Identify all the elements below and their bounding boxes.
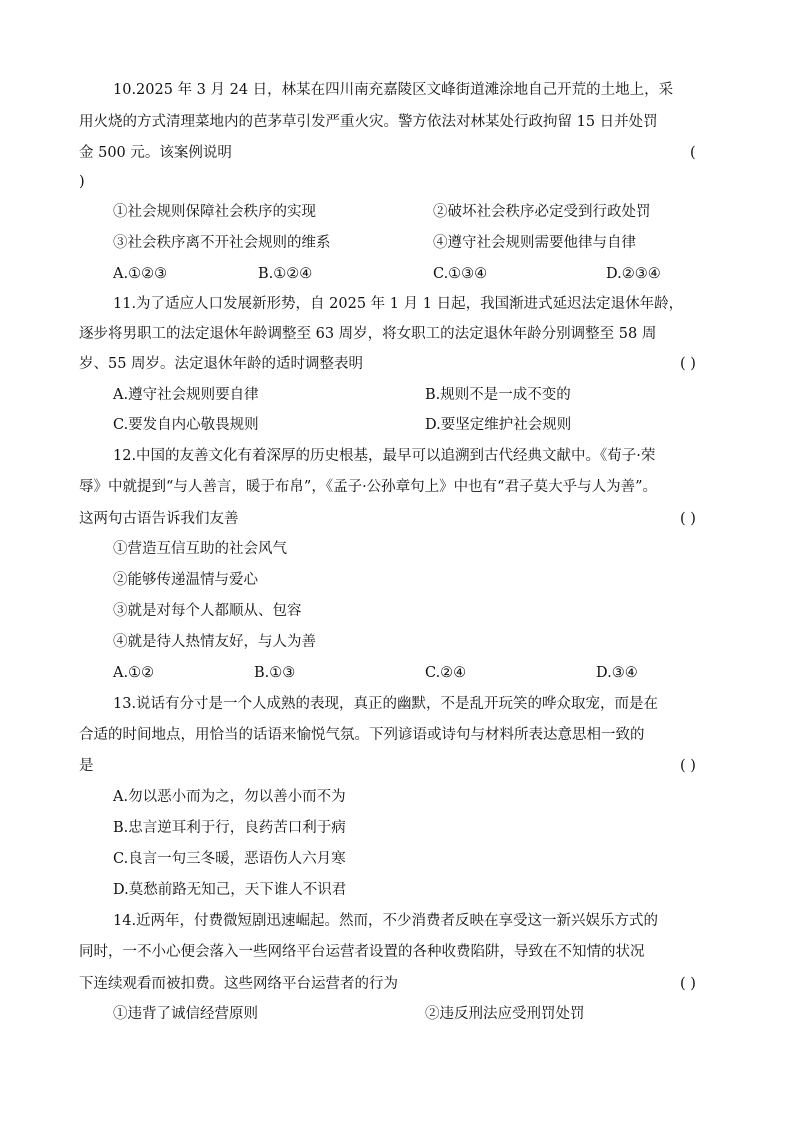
question-10-choice-a: A.①②③ — [113, 266, 168, 282]
question-13-line-1: 13.说话有分寸是一个人成熟的表现，真正的幽默，不是乱开玩笑的哗众取宠，而是在 — [113, 696, 659, 712]
question-11-choice-b: B.规则不是一成不变的 — [425, 387, 571, 403]
question-10-answer-bracket-close: ) — [79, 174, 85, 190]
question-11-choice-d: D.要坚定维护社会规则 — [425, 417, 572, 433]
question-12-choice-d: D.③④ — [596, 665, 638, 681]
question-12-line-3: 这两句古语告诉我们友善 — [79, 511, 239, 527]
question-13-choice-b: B.忠言逆耳利于行，良药苦口利于病 — [113, 820, 346, 836]
question-12-line-2: 辱》中就提到“与人善言，暖于布帛”，《孟子·公孙章句上》中也有“君子莫大乎与人为善”。 — [79, 479, 658, 495]
question-11-choice-c: C.要发自内心敬畏规则 — [113, 417, 259, 433]
question-10-choice-d: D.②③④ — [606, 266, 661, 282]
question-10-statement-1: ①社会规则保障社会秩序的实现 — [113, 204, 316, 220]
question-13-answer-bracket: ( ) — [680, 758, 696, 774]
question-10-choice-b: B.①②④ — [258, 266, 313, 282]
question-12-choice-b: B.①③ — [254, 665, 296, 681]
question-12-answer-bracket: ( ) — [680, 511, 696, 527]
question-11-choice-a: A.遵守社会规则要自律 — [113, 387, 259, 403]
question-12-statement-1: ①营造互信互助的社会风气 — [113, 541, 287, 557]
question-11-line-2: 逐步将男职工的法定退休年龄调整至 63 周岁，将女职工的法定退休年龄分别调整至 58 周 — [79, 326, 657, 342]
question-12-statement-4: ④就是待人热情友好，与人为善 — [113, 634, 316, 650]
question-10-line-2: 用火烧的方式清理菜地内的芭茅草引发严重火灾。警方依法对林某处行政拘留 15 日并处罚 — [79, 114, 658, 130]
question-10-statement-3: ③社会秩序离不开社会规则的维系 — [113, 235, 331, 251]
question-13-choice-d: D.莫愁前路无知己，天下谁人不识君 — [113, 882, 347, 898]
question-13-line-3: 是 — [79, 758, 94, 774]
question-12-choice-a: A.①② — [113, 665, 155, 681]
question-10-line-1: 10.2025 年 3 月 24 日，林某在四川南充嘉陵区文峰街道滩涂地自己开荒的土地上，采 — [113, 82, 674, 98]
question-14-statement-2: ②违反刑法应受刑罚处罚 — [425, 1006, 585, 1022]
question-10-line-3: 金 500 元。该案例说明 — [79, 145, 232, 161]
question-11-line-1: 11.为了适应人口发展新形势，自 2025 年 1 月 1 日起，我国渐进式延迟法定退休年龄， — [113, 296, 684, 312]
question-14-line-1: 14.近两年，付费微短剧迅速崛起。然而，不少消费者反映在享受这一新兴娱乐方式的 — [113, 913, 659, 929]
question-12-choice-c: C.②④ — [425, 665, 467, 681]
question-14-statement-1: ①违背了诚信经营原则 — [113, 1006, 258, 1022]
question-14-line-3: 下连续观看而被扣费。这些网络平台运营者的行为 — [79, 976, 398, 992]
question-11-line-3: 岁、55 周岁。法定退休年龄的适时调整表明 — [79, 356, 364, 372]
question-10-answer-bracket-open: ( — [690, 145, 696, 161]
question-11-answer-bracket: ( ) — [680, 356, 696, 372]
question-12-statement-2: ②能够传递温情与爱心 — [113, 572, 258, 588]
question-12-line-1: 12.中国的友善文化有着深厚的历史根基，最早可以追溯到古代经典文献中。《荀子·荣 — [113, 448, 656, 464]
question-10-choice-c: C.①③④ — [433, 266, 488, 282]
question-13-choice-c: C.良言一句三冬暖，恶语伤人六月寒 — [113, 851, 346, 867]
question-12-statement-3: ③就是对每个人都顺从、包容 — [113, 603, 302, 619]
question-14-line-2: 同时，一不小心便会落入一些网络平台运营者设置的各种收费陷阱，导致在不知情的状况 — [79, 944, 645, 960]
question-10-statement-4: ④遵守社会规则需要他律与自律 — [433, 235, 636, 251]
question-13-line-2: 合适的时间地点，用恰当的话语来愉悦气氛。下列谚语或诗句与材料所表达意思相一致的 — [79, 727, 645, 743]
question-13-choice-a: A.勿以恶小而为之，勿以善小而不为 — [113, 789, 346, 805]
question-14-answer-bracket: ( ) — [680, 976, 696, 992]
question-10-statement-2: ②破坏社会秩序必定受到行政处罚 — [433, 204, 651, 220]
